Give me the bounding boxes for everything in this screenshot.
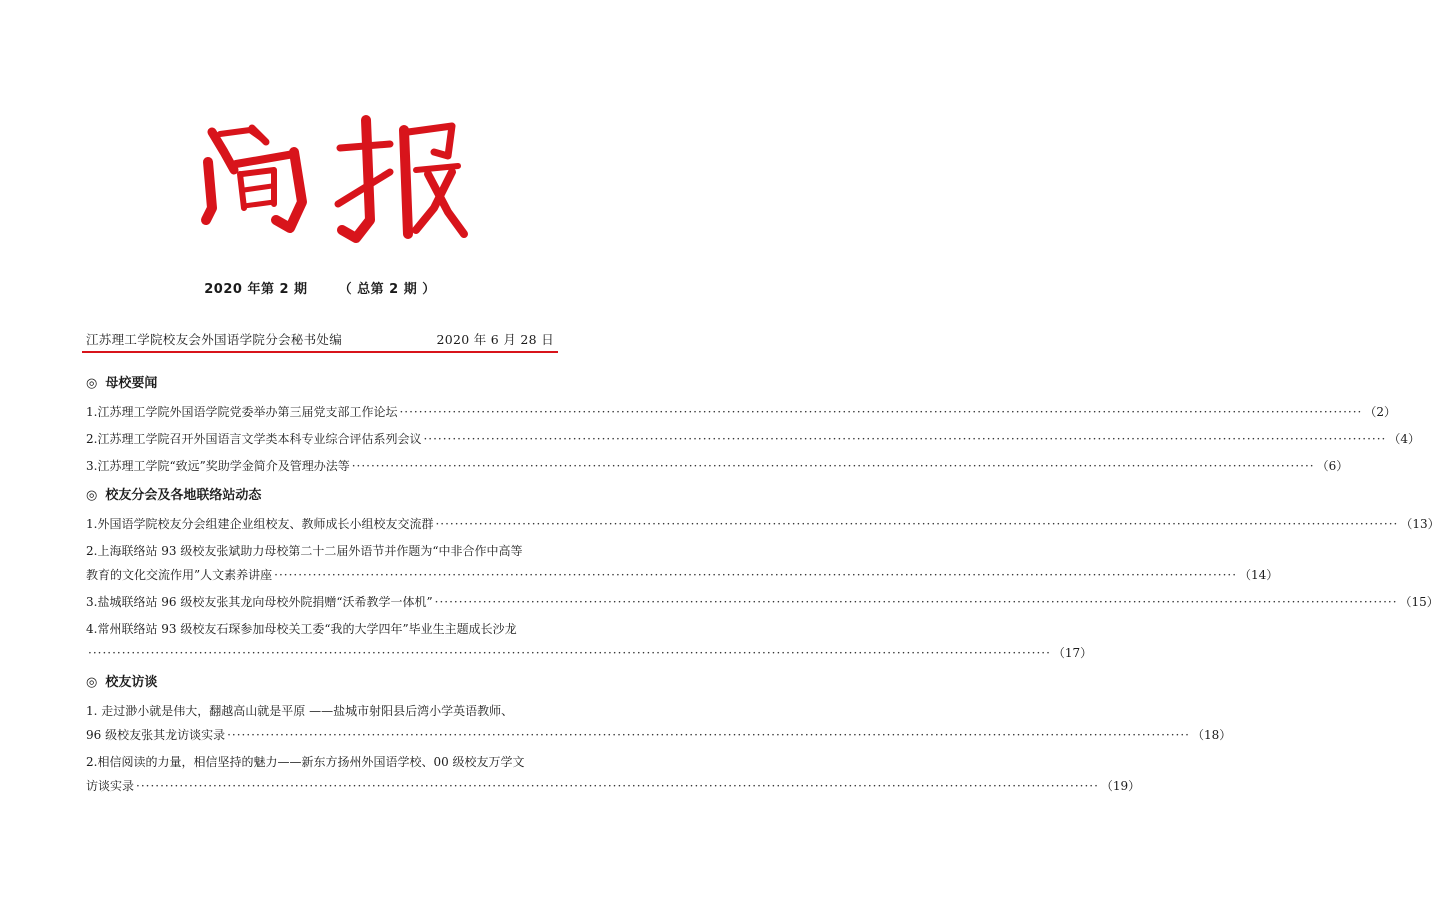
toc-entry[interactable] [86,539,1279,587]
toc-section [86,484,1440,665]
toc-entry-line [86,699,554,723]
masthead-calligraphy [190,112,470,247]
toc-entry[interactable] [86,427,1420,451]
toc-entry-title: 96 级校友张其龙访谈实录 [86,728,226,742]
toc-entry-line [86,454,1349,478]
toc-entry[interactable] [86,590,1439,614]
toc-entry-title: 2.相信阅读的力量，相信坚持的魅力——新东方扬州外国语学校、00 级校友万学文 [86,755,525,769]
toc-entry[interactable] [86,454,1349,478]
toc-entry-line [86,641,1093,665]
toc-page-number: （18） [1191,728,1232,742]
toc-page-number: （4） [1388,432,1420,446]
dot-leader: ········································································································································································································ [399,405,1363,419]
dot-leader: ········································································································································································································ [227,728,1190,742]
section-title: 母校要闻 [105,376,158,391]
issue-number: 2020 年第 2 期 [204,282,308,297]
table-of-contents [86,372,1440,804]
toc-entry-line [86,723,1232,747]
toc-entry[interactable] [86,699,1232,747]
toc-entry[interactable] [86,617,1093,665]
issue-line [0,278,640,297]
toc-entry-title: 1.江苏理工学院外国语学院党委举办第三届党支部工作论坛 [86,405,398,419]
dot-leader: ········································································································································································································ [351,459,1315,473]
toc-entry-title: 1. 走过渺小就是伟大，翻越高山就是平原 ——盐城市射阳县后湾小学英语教师、 [86,704,514,718]
section-heading [86,484,554,508]
toc-entry-title: 2.上海联络站 93 级校友张斌助力母校第二十二届外语节并作题为“中非合作中高等 [86,544,523,558]
toc-entry-line [86,750,554,774]
toc-page-number: （6） [1316,459,1349,473]
dot-leader: ········································································································································································································ [423,432,1387,446]
section-bullet-icon: ◎ [86,675,98,690]
toc-entry[interactable] [86,750,1141,798]
issue-total: （ 总第 2 期 ） [338,282,436,297]
masthead-title [190,112,470,247]
toc-section [86,372,1420,478]
toc-entry-title: 2.江苏理工学院召开外国语言文学类本科专业综合评估系列会议 [86,432,422,446]
dot-leader: ········································································································································································································ [274,568,1238,582]
toc-entry-line [86,590,1439,614]
section-heading [86,671,554,695]
section-heading [86,372,554,396]
toc-entry-title: 3.江苏理工学院“致远”奖助学金简介及管理办法等 [86,459,350,473]
section-title: 校友分会及各地联络站动态 [105,488,262,503]
section-bullet-icon: ◎ [86,376,98,391]
toc-page-number: （2） [1364,405,1396,419]
toc-entry-line [86,539,554,563]
toc-entry[interactable] [86,400,1396,424]
dot-leader: ········································································································································································································ [136,779,1099,793]
toc-entry-line [86,563,1279,587]
toc-entry-title: 4.常州联络站 93 级校友石琛参加母校关工委“我的大学四年”毕业生主题成长沙龙 [86,622,517,636]
toc-entry-line [86,617,554,641]
publisher-name: 江苏理工学院校友会外国语学院分会秘书处编 [86,332,343,347]
toc-entry-title: 访谈实录 [86,779,135,793]
toc-entry-line [86,400,1396,424]
toc-page-number: （13） [1400,517,1440,531]
toc-entry-title: 教育的文化交流作用”人文素养讲座 [86,568,273,582]
toc-entry-title: 1.外国语学院校友分会组建企业组校友、教师成长小组校友交流群 [86,517,434,531]
toc-page-number: （17） [1052,646,1093,660]
section-bullet-icon: ◎ [86,488,98,503]
section-title: 校友访谈 [105,675,158,690]
dot-leader: ········································································································································································································ [435,517,1399,531]
toc-entry-line [86,427,1420,451]
toc-page-number: （15） [1399,595,1439,609]
toc-entry-title: 3.盐城联络站 96 级校友张其龙向母校外院捐赠“沃希教学一体机” [86,595,433,609]
toc-entry[interactable] [86,512,1440,536]
publisher-row [86,330,554,348]
dot-leader: ········································································································································································································ [88,646,1051,660]
toc-entry-line [86,512,1440,536]
toc-page-number: （19） [1100,779,1141,793]
red-divider [82,351,558,353]
dot-leader: ········································································································································································································ [434,595,1398,609]
toc-page-number: （14） [1239,568,1279,582]
toc-entry-line [86,774,1141,798]
publish-date: 2020 年 6 月 28 日 [436,332,554,347]
toc-section [86,671,1232,798]
